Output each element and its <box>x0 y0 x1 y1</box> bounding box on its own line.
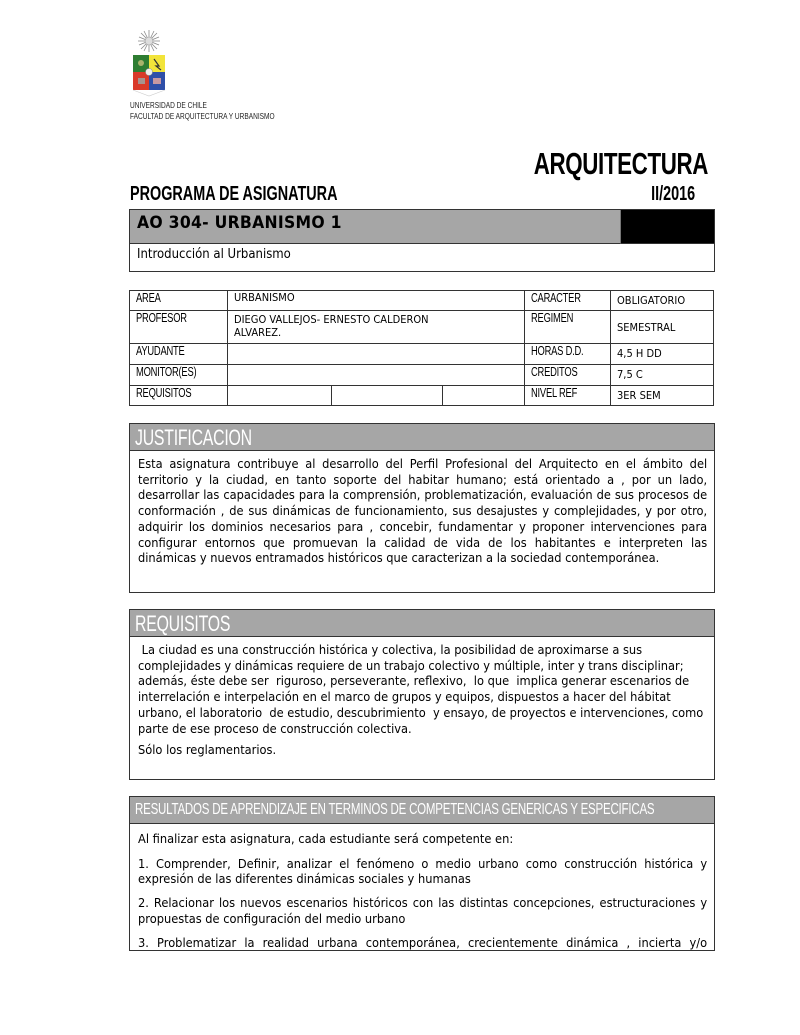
university-name: UNIVERSIDAD DE CHILE <box>130 101 207 110</box>
requisitos-value-cells <box>227 386 524 406</box>
requisitos-title: REQUISITOS <box>135 611 231 636</box>
faculty-name: FACULTAD DE ARQUITECTURA Y URBANISMO <box>130 112 275 121</box>
academic-period: II/2016 <box>650 183 695 205</box>
course-code-title: AO 304- URBANISMO 1 <box>137 213 342 233</box>
section-body <box>130 451 714 567</box>
ayudante-value <box>227 344 524 365</box>
course-title-bar <box>130 210 621 244</box>
requisitos-cell-2 <box>332 386 443 405</box>
career-title: ARQUITECTURA <box>533 146 708 181</box>
justificacion-paragraph: Esta asignatura contribuye al desarrollo del Perfil Profesional del Arquitecto en el ámbito del territorio y la ciudad, en tanto soporte del habitar humano; está orientado a , por un lado, desarrollar las capacidades para la comprensión, problematización, evaluación de sus procesos de conformación , de sus dinámicas de funcionamiento, sus desajustes y complejidades, y por otro, adquirir los dominios necesarios para , concebir, fundamentar y proponer intervenciones para configurar entornos que promuevan la calidad de vida de los habitantes e interpreten las dinámicas y nuevos entramados históricos que caracterizan a la sociedad contemporánea. <box>138 457 708 566</box>
requisitos-cell-1 <box>228 386 332 405</box>
requisitos-section <box>129 609 715 780</box>
area-value: URBANISMO <box>227 291 524 311</box>
section-body <box>130 637 714 759</box>
area-label: AREA <box>130 291 228 311</box>
monitores-value <box>227 365 524 386</box>
creditos-value: 7,5 C <box>610 365 713 386</box>
profesor-value: DIEGO VALLEJOS- ERNESTO CALDERON ALVAREZ. <box>227 311 524 344</box>
table-row <box>130 386 714 406</box>
resultados-item-1: 1. Comprender, Definir, analizar el fenómeno o medio urbano como construcción histórica y expresión de las diferentes dinámicas sociales y humanas <box>138 856 708 887</box>
table-row <box>130 291 714 311</box>
nivel-ref-label: NIVEL REF <box>524 386 610 406</box>
document-type: PROGRAMA DE ASIGNATURA <box>130 183 338 205</box>
requisitos-paragraph: La ciudad es una construcción histórica y colectiva, la posibilidad de aproximarse a sus complejidades y dinámicas requiere de un trabajo colectivo y múltiple, inter y trans disciplinar; además, éste debe ser riguroso, perseverante, reflexivo, lo que implica generar escenarios de interrelación e interpelación en el marco de grupos y equipos, dispuestos a hacer del hábitat urbano, el laboratorio de estudio, descubrimiento y ensayo, de proyectos e intervenciones, como parte de ese proceso de construcción colectiva. <box>138 643 707 736</box>
caracter-label: CARACTER <box>524 291 610 311</box>
section-header <box>130 424 714 451</box>
horas-label: HORAS D.D. <box>524 344 610 365</box>
university-logo <box>130 26 168 98</box>
resultados-item-3: 3. Problematizar la realidad urbana contemporánea, crecientemente dinámica , incierta y/o <box>138 935 708 950</box>
university-crest-icon <box>130 26 168 98</box>
section-body <box>130 824 714 951</box>
section-header <box>130 797 714 824</box>
course-title-black-block <box>621 210 714 244</box>
course-title-box <box>129 209 715 272</box>
requisitos-label: REQUISITOS <box>130 386 228 406</box>
justificacion-section <box>129 423 715 593</box>
requisitos-note: Sólo los reglamentarios. <box>138 743 277 758</box>
course-info-table <box>129 290 714 406</box>
creditos-label: CREDITOS <box>524 365 610 386</box>
resultados-section <box>129 796 715 951</box>
section-header <box>130 610 714 637</box>
nivel-ref-value: 3ER SEM <box>610 386 713 406</box>
course-subtitle: Introducción al Urbanismo <box>137 247 291 262</box>
profesor-label: PROFESOR <box>130 311 228 344</box>
horas-value: 4,5 H DD <box>610 344 713 365</box>
requisitos-split <box>228 386 524 405</box>
resultados-title: RESULTADOS DE APRENDIZAJE EN TERMINOS DE COMPETENCIAS GENERICAS Y ESPECIFICAS <box>135 801 655 818</box>
justificacion-title: JUSTIFICACION <box>135 425 252 450</box>
resultados-intro: Al finalizar esta asignatura, cada estudiante será competente en: <box>138 832 514 846</box>
ayudante-label: AYUDANTE <box>130 344 228 365</box>
resultados-item-2: 2. Relacionar los nuevos escenarios históricos con las distintas concepciones, estructuraciones y propuestas de configuración del medio urbano <box>138 896 708 926</box>
regimen-label: REGIMEN <box>524 311 610 344</box>
table-row <box>130 365 714 386</box>
regimen-value: SEMESTRAL <box>610 311 713 344</box>
monitores-label: MONITOR(ES) <box>130 365 228 386</box>
table-row <box>130 344 714 365</box>
caracter-value: OBLIGATORIO <box>610 291 713 311</box>
table-row <box>130 311 714 344</box>
